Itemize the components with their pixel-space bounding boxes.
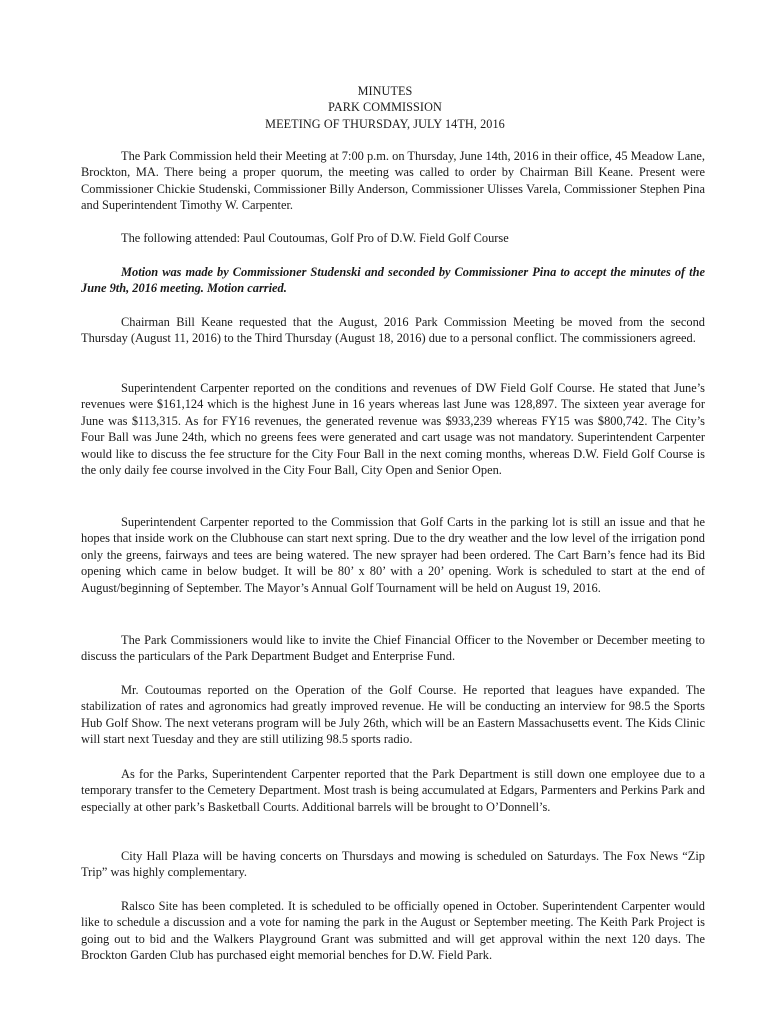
paragraph-golf-pro-report: Mr. Coutoumas reported on the Operation of the Golf Course. He reported that leagues have expanded. The stabilization of rates and agronomics had greatly improved revenue. He will be conducting an interview for 98.5 the Sports Hub Golf Show. The next veterans program will be July 26th, which will be an Eastern Massachusetts event. The Kids Clinic will start next Tuesday and they are still utilizing 98.5 sports radio. (81, 683, 705, 747)
header-organization: PARK COMMISSION (328, 100, 442, 115)
paragraph-parks-report: As for the Parks, Superintendent Carpenter reported that the Park Department is still down one employee due to a temporary transfer to the Cemetery Department. Most trash is being accumulated at Edgars, Parmenters and Perkins Park and especially at other park’s Basketball Courts. Additional barrels will be brought to O’Donnell’s. (81, 767, 705, 814)
paragraph-golf-course-operations: Superintendent Carpenter reported to the Commission that Golf Carts in the parking lot is still an issue and that he hopes that inside work on the Clubhouse can start next spring. Due to the dry weather and the low level of the irrigation pond only the greens, fairways and tees are being watered. The new sprayer had been ordered. The Cart Barn’s fence had its Bid opening which came in below budget. It will be 80’ x 80’ with a 20’ opening. Work is scheduled to start at the end of August/beginning of September. The Mayor’s Annual Golf Tournament will be held on August 19, 2016. (81, 515, 705, 595)
paragraph-attendees: The following attended: Paul Coutoumas, Golf Pro of D.W. Field Golf Course (121, 231, 509, 245)
paragraph-meeting-opening: The Park Commission held their Meeting at 7:00 p.m. on Thursday, June 14th, 2016 in their office, 45 Meadow Lane, Brockton, MA. There being a proper quorum, the meeting was called to order by Chairman Bill Keane. Present were Commissioner Chickie Studenski, Commissioner Billy Anderson, Commissioner Ulisses Varela, Commissioner Stephen Pina and Superintendent Timothy W. Carpenter. (81, 149, 705, 213)
paragraph-cfo-invitation: The Park Commissioners would like to invite the Chief Financial Officer to the November or December meeting to discuss the particulars of the Park Department Budget and Enterprise Fund. (81, 633, 705, 664)
header-meeting-date: MEETING OF THURSDAY, JULY 14TH, 2016 (265, 116, 505, 131)
paragraph-city-hall-plaza: City Hall Plaza will be having concerts on Thursdays and mowing is scheduled on Saturdays. The Fox News “Zip Trip” was highly complementary. (81, 849, 705, 880)
header-title: MINUTES (357, 84, 413, 98)
document-header (0, 83, 770, 132)
paragraph-golf-revenues: Superintendent Carpenter reported on the conditions and revenues of DW Field Golf Course. He stated that June’s revenues were $161,124 which is the highest June in 16 years whereas last June was 128,897. The sixteen year average for June was $113,315. As for FY16 revenues, the generated revenue was $933,239 whereas FY15 was $800,742. The City’s Four Ball was June 24th, which no greens fees were generated and cart usage was not mandatory. Superintendent Carpenter would like to discuss the fee structure for the City Four Ball in the next coming months, whereas D.W. Field Golf Course is the only daily fee course involved in the City Four Ball, City Open and Senior Open. (81, 381, 705, 478)
paragraph-meeting-reschedule: Chairman Bill Keane requested that the August, 2016 Park Commission Meeting be moved from the second Thursday (August 11, 2016) to the Third Thursday (August 18, 2016) due to a personal conflict. The commissioners agreed. (81, 315, 705, 346)
paragraph-park-projects: Ralsco Site has been completed. It is scheduled to be officially opened in October. Superintendent Carpenter would like to schedule a discussion and a vote for naming the park in the August or September meeting. The Keith Park Project is going out to bid and the Walkers Playground Grant was submitted and will get approval within the next 120 days. The Brockton Garden Club has purchased eight memorial benches for D.W. Field Park. (81, 899, 705, 963)
paragraph-motion: Motion was made by Commissioner Studenski and seconded by Commissioner Pina to accept the minutes of the June 9th, 2016 meeting. Motion carried. (81, 265, 705, 296)
